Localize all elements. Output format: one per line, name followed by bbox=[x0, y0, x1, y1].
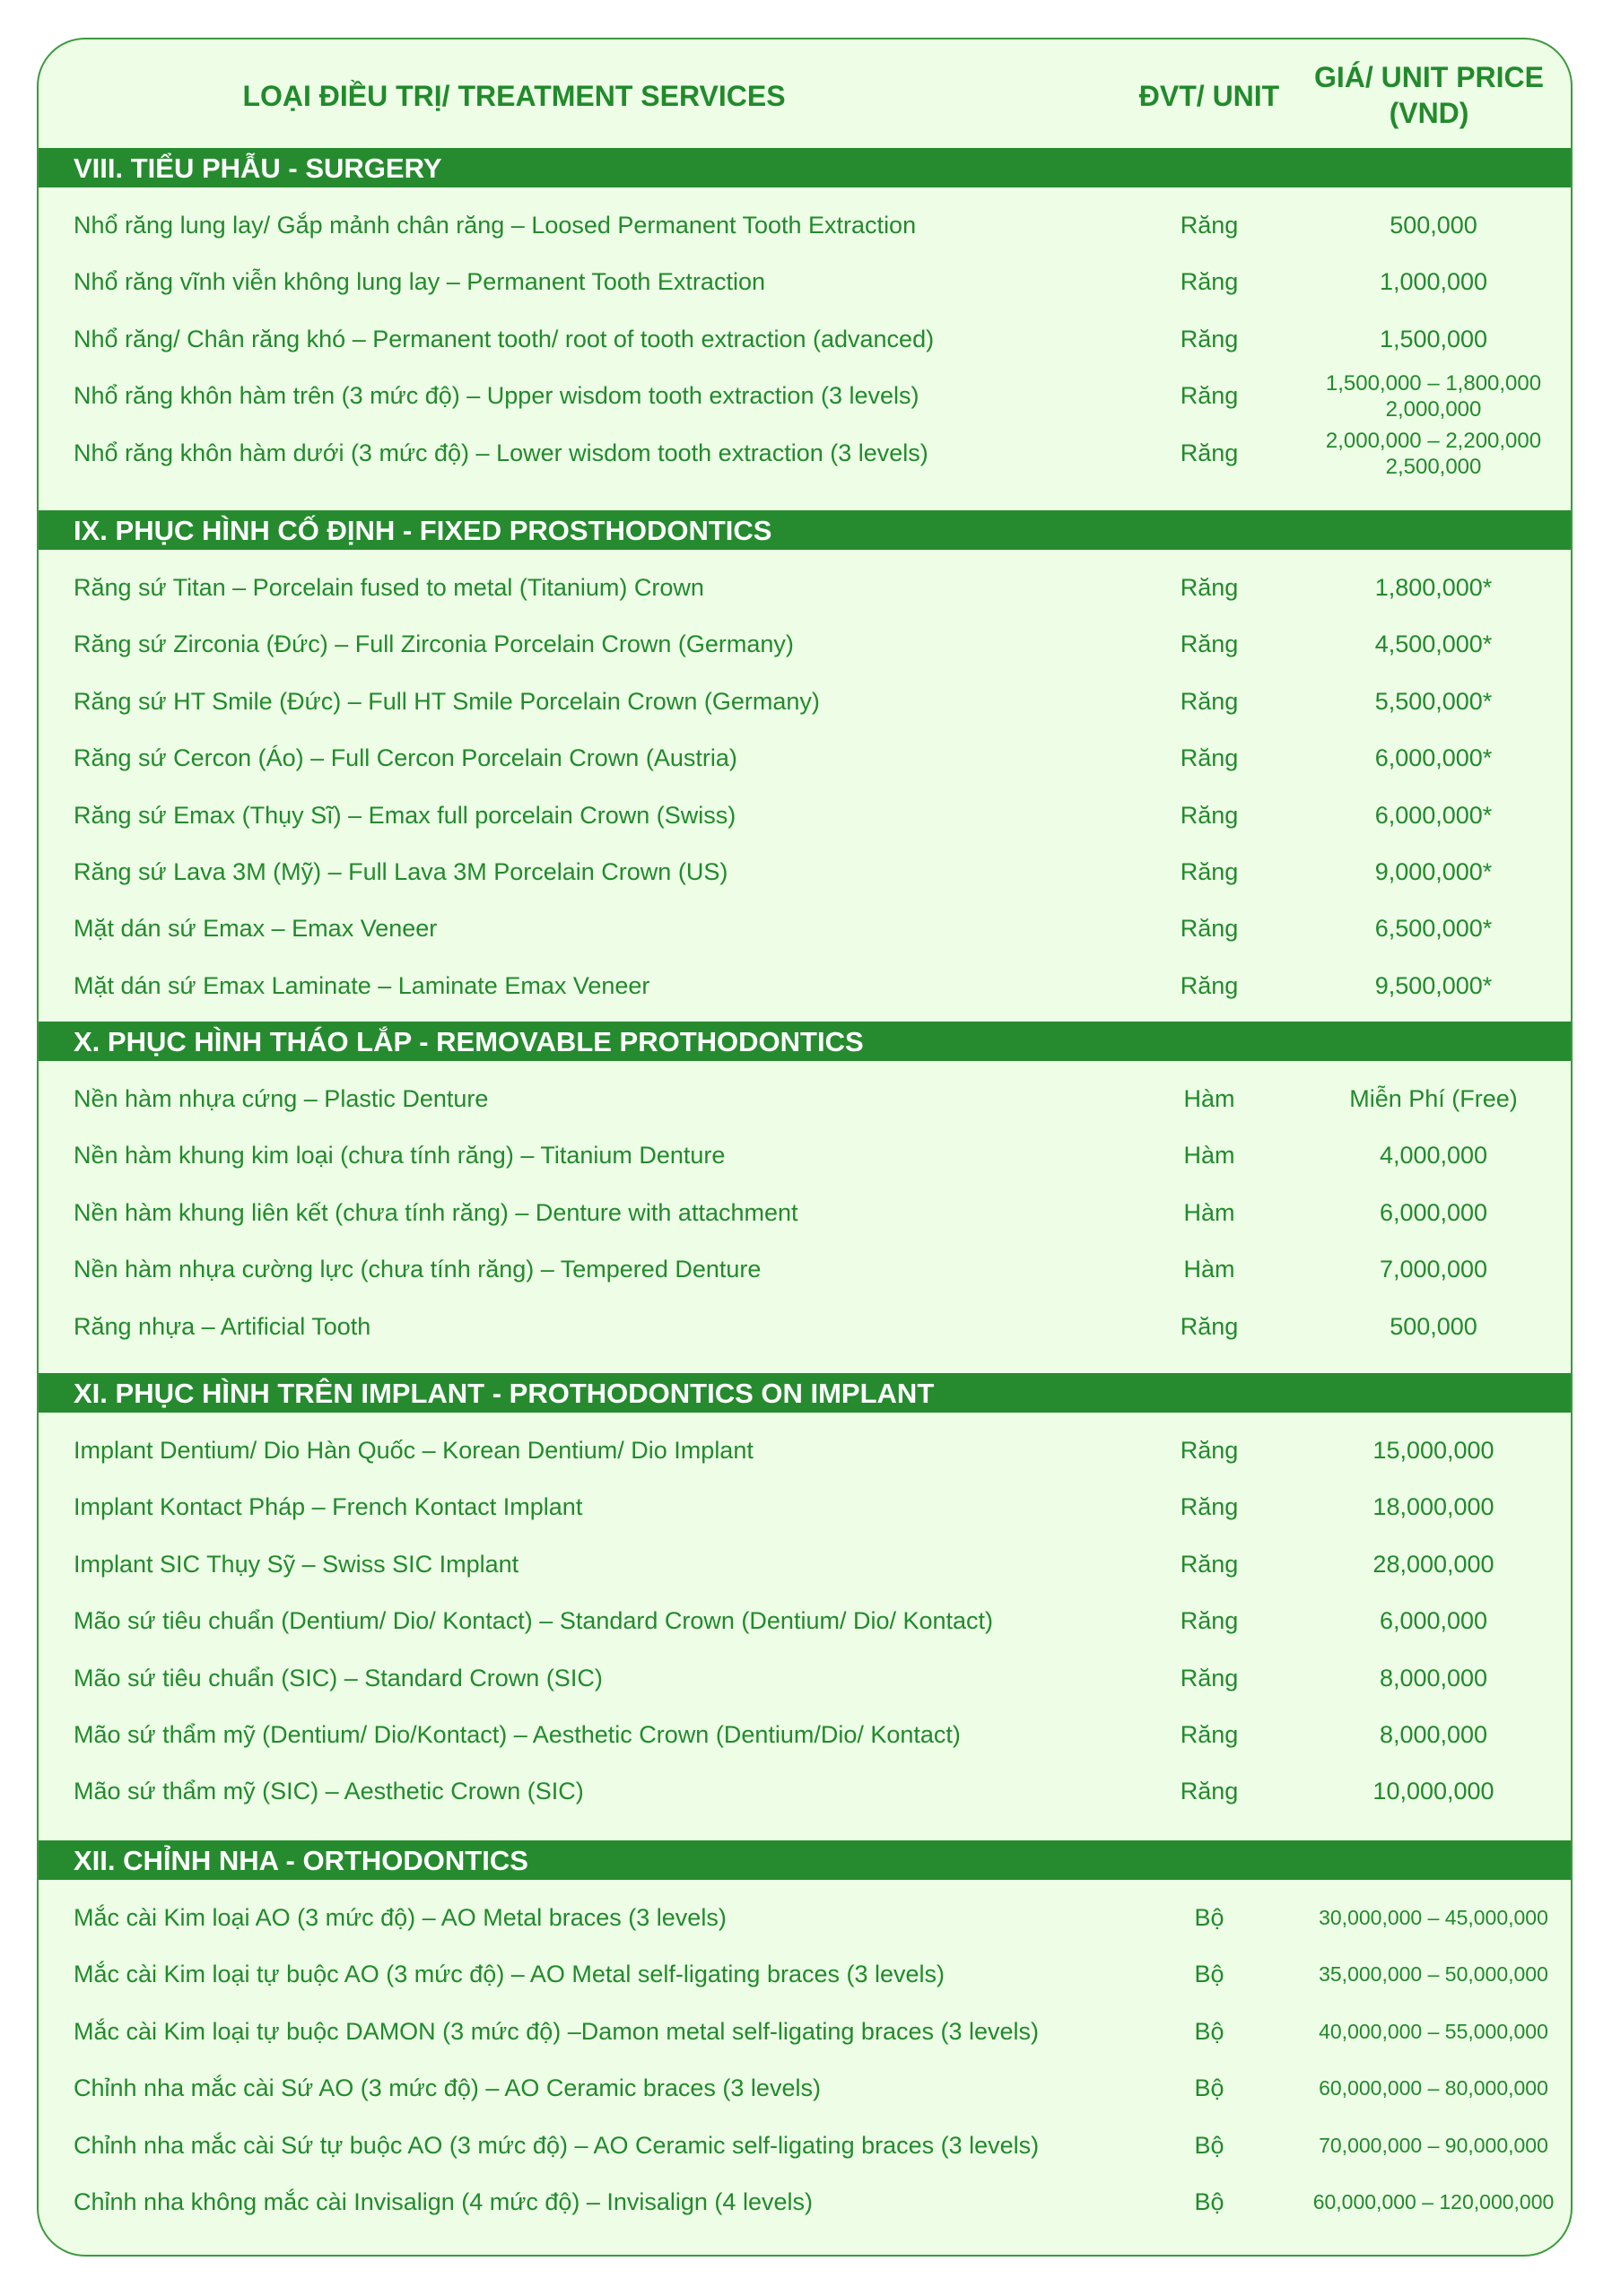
section bbox=[39, 1373, 1571, 1821]
service-unit: Hàm bbox=[1183, 1256, 1235, 1283]
service-description: Chỉnh nha mắc cài Sứ AO (3 mức độ) – AO Ceramic braces (3 levels) bbox=[74, 2074, 821, 2102]
service-unit: Bộ bbox=[1194, 2131, 1224, 2159]
service-unit: Răng bbox=[1180, 1437, 1239, 1464]
service-price: 40,000,000 – 55,000,000 bbox=[1319, 2019, 1548, 2043]
service-unit: Răng bbox=[1180, 857, 1239, 885]
service-description: Nhổ răng lung lay/ Gắp mảnh chân răng – Loosed Permanent Tooth Extraction bbox=[74, 212, 917, 239]
service-unit: Bộ bbox=[1194, 2187, 1224, 2215]
table-row bbox=[39, 197, 1571, 254]
service-price: 9,000,000* bbox=[1374, 857, 1493, 885]
service-description: Nền hàm khung liên kết (chưa tính răng) – Denture with attachment bbox=[74, 1198, 798, 1226]
section-title: X. PHỤC HÌNH THÁO LẮP - REMOVABLE PROTHODONTICS bbox=[39, 1022, 1571, 1061]
section-title: XII. CHỈNH NHA - ORTHODONTICS bbox=[39, 1840, 1571, 1880]
table-header bbox=[39, 39, 1571, 148]
table-row bbox=[39, 1185, 1571, 1241]
section-rows bbox=[39, 1413, 1571, 1821]
service-price: 30,000,000 – 45,000,000 bbox=[1319, 1906, 1548, 1929]
service-description: Răng sứ Zirconia (Đức) – Full Zirconia Porcelain Crown (Germany) bbox=[74, 631, 794, 658]
service-price: 5,500,000* bbox=[1374, 687, 1493, 715]
service-price: 4,500,000* bbox=[1374, 631, 1493, 658]
price-table-card bbox=[37, 38, 1573, 2257]
service-description: Răng sứ HT Smile (Đức) – Full HT Smile Porcelain Crown (Germany) bbox=[74, 687, 820, 715]
service-unit: Hàm bbox=[1183, 1198, 1235, 1226]
table-row bbox=[39, 1127, 1571, 1184]
service-description: Implant SIC Thụy Sỹ – Swiss SIC Implant bbox=[74, 1550, 519, 1578]
table-row bbox=[39, 425, 1571, 482]
table-row bbox=[39, 787, 1571, 844]
service-description: Mắc cài Kim loại AO (3 mức độ) – AO Metal braces (3 levels) bbox=[74, 1904, 727, 1931]
service-price: 500,000 bbox=[1390, 212, 1477, 239]
service-price: 1,500,000 – 1,800,000 2,000,000 bbox=[1325, 371, 1542, 422]
service-description: Nền hàm nhựa cứng – Plastic Denture bbox=[74, 1085, 489, 1112]
table-row bbox=[39, 616, 1571, 673]
table-row bbox=[39, 1946, 1571, 2003]
service-price: 18,000,000 bbox=[1372, 1493, 1494, 1521]
service-description: Nhổ răng khôn hàm dưới (3 mức độ) – Lower wisdom tooth extraction (3 levels) bbox=[74, 439, 928, 466]
service-description: Răng sứ Lava 3M (Mỹ) – Full Lava 3M Porcelain Crown (US) bbox=[74, 857, 728, 885]
table-row bbox=[39, 2174, 1571, 2231]
table-row bbox=[39, 254, 1571, 310]
service-unit: Răng bbox=[1180, 574, 1239, 601]
service-description: Nhổ răng vĩnh viễn không lung lay – Permanent Tooth Extraction bbox=[74, 268, 765, 296]
service-unit: Bộ bbox=[1194, 2017, 1224, 2045]
service-unit: Răng bbox=[1180, 212, 1239, 239]
service-description: Mão sứ tiêu chuẩn (SIC) – Standard Crown (SIC) bbox=[74, 1664, 603, 1692]
service-unit: Răng bbox=[1180, 915, 1239, 943]
service-unit: Răng bbox=[1180, 1720, 1239, 1748]
table-row bbox=[39, 844, 1571, 900]
section-rows bbox=[39, 1880, 1571, 2231]
service-price: 28,000,000 bbox=[1372, 1550, 1494, 1578]
table-row bbox=[39, 1707, 1571, 1763]
service-unit: Răng bbox=[1180, 439, 1239, 466]
service-unit: Bộ bbox=[1194, 2074, 1224, 2102]
table-row bbox=[39, 1071, 1571, 1127]
table-row bbox=[39, 311, 1571, 368]
service-price: 1,000,000 bbox=[1379, 268, 1488, 296]
service-description: Nền hàm khung kim loại (chưa tính răng) – Titanium Denture bbox=[74, 1142, 726, 1170]
service-description: Mắc cài Kim loại tự buộc DAMON (3 mức độ) –Damon metal self-ligating braces (3 levels) bbox=[74, 2017, 1040, 2045]
table-row bbox=[39, 958, 1571, 1014]
service-unit: Răng bbox=[1180, 268, 1239, 296]
section-rows bbox=[39, 550, 1571, 1014]
service-unit: Răng bbox=[1180, 1778, 1239, 1805]
service-price: 500,000 bbox=[1390, 1312, 1477, 1340]
table-row bbox=[39, 2060, 1571, 2117]
service-price: 60,000,000 – 80,000,000 bbox=[1319, 2076, 1548, 2100]
service-description: Nhổ răng khôn hàm trên (3 mức độ) – Upper wisdom tooth extraction (3 levels) bbox=[74, 382, 919, 410]
service-price: 8,000,000 bbox=[1379, 1720, 1488, 1748]
service-price: 8,000,000 bbox=[1379, 1664, 1488, 1692]
service-price: 9,500,000* bbox=[1374, 971, 1493, 999]
table-row bbox=[39, 1241, 1571, 1298]
service-price: 15,000,000 bbox=[1372, 1437, 1494, 1464]
section-title: IX. PHỤC HÌNH CỐ ĐỊNH - FIXED PROSTHODONTICS bbox=[39, 510, 1571, 550]
service-description: Mão sứ thẩm mỹ (SIC) – Aesthetic Crown (SIC) bbox=[74, 1778, 584, 1805]
service-description: Implant Dentium/ Dio Hàn Quốc – Korean Dentium/ Dio Implant bbox=[74, 1437, 754, 1464]
service-description: Chỉnh nha không mắc cài Invisalign (4 mức độ) – Invisalign (4 levels) bbox=[74, 2187, 813, 2215]
section bbox=[39, 510, 1571, 1014]
header-unit: ĐVT/ UNIT bbox=[1138, 80, 1280, 112]
section-rows bbox=[39, 187, 1571, 482]
service-description: Răng sứ Titan – Porcelain fused to metal (Titanium) Crown bbox=[74, 574, 704, 601]
header-services: LOẠI ĐIỀU TRỊ/ TREATMENT SERVICES bbox=[242, 80, 786, 112]
service-price: 10,000,000 bbox=[1372, 1778, 1494, 1805]
service-description: Nhổ răng/ Chân răng khó – Permanent tooth/ root of tooth extraction (advanced) bbox=[74, 325, 935, 352]
table-row bbox=[39, 2004, 1571, 2060]
table-row bbox=[39, 1299, 1571, 1355]
service-price: 7,000,000 bbox=[1379, 1256, 1488, 1283]
service-description: Chỉnh nha mắc cài Sứ tự buộc AO (3 mức độ) – AO Ceramic self-ligating braces (3 levels) bbox=[74, 2131, 1040, 2159]
service-description: Mão sứ tiêu chuẩn (Dentium/ Dio/ Kontact) – Standard Crown (Dentium/ Dio/ Kontact) bbox=[74, 1607, 994, 1635]
service-description: Mặt dán sứ Emax Laminate – Laminate Emax Veneer bbox=[74, 971, 650, 999]
service-unit: Răng bbox=[1180, 1550, 1239, 1578]
service-description: Implant Kontact Pháp – French Kontact Implant bbox=[74, 1493, 583, 1521]
service-description: Răng sứ Cercon (Áo) – Full Cercon Porcelain Crown (Austria) bbox=[74, 744, 737, 772]
service-price: 4,000,000 bbox=[1379, 1142, 1488, 1170]
section bbox=[39, 1022, 1571, 1355]
service-unit: Bộ bbox=[1194, 1904, 1224, 1931]
service-description: Răng sứ Emax (Thụy Sĩ) – Emax full porcelain Crown (Swiss) bbox=[74, 801, 736, 829]
table-row bbox=[39, 1536, 1571, 1593]
table-row bbox=[39, 900, 1571, 957]
service-price: 6,000,000 bbox=[1379, 1198, 1488, 1226]
service-price: Miễn Phí (Free) bbox=[1349, 1085, 1518, 1112]
section bbox=[39, 1840, 1571, 2231]
service-price: 1,800,000* bbox=[1374, 574, 1493, 601]
service-price: 70,000,000 – 90,000,000 bbox=[1319, 2133, 1548, 2157]
service-unit: Hàm bbox=[1183, 1142, 1235, 1170]
service-price: 60,000,000 – 120,000,000 bbox=[1312, 2189, 1555, 2213]
section-rows bbox=[39, 1061, 1571, 1355]
service-price: 6,000,000* bbox=[1374, 744, 1493, 772]
table-row bbox=[39, 1650, 1571, 1707]
service-description: Nền hàm nhựa cường lực (chưa tính răng) – Tempered Denture bbox=[74, 1256, 762, 1283]
table-row bbox=[39, 674, 1571, 730]
service-unit: Răng bbox=[1180, 382, 1239, 410]
table-row bbox=[39, 1890, 1571, 1946]
service-unit: Răng bbox=[1180, 971, 1239, 999]
service-unit: Bộ bbox=[1194, 1961, 1224, 1988]
service-price: 6,000,000* bbox=[1374, 801, 1493, 829]
service-price: 6,000,000 bbox=[1379, 1607, 1488, 1635]
header-price: GIÁ/ UNIT PRICE (VND) bbox=[1313, 61, 1544, 129]
table-row bbox=[39, 730, 1571, 787]
service-unit: Răng bbox=[1180, 325, 1239, 352]
service-unit: Răng bbox=[1180, 801, 1239, 829]
service-description: Mặt dán sứ Emax – Emax Veneer bbox=[74, 915, 438, 943]
table-row bbox=[39, 1593, 1571, 1649]
table-row bbox=[39, 1763, 1571, 1820]
service-unit: Răng bbox=[1180, 1493, 1239, 1521]
service-price: 35,000,000 – 50,000,000 bbox=[1319, 1962, 1548, 1987]
service-unit: Răng bbox=[1180, 1312, 1239, 1340]
service-unit: Răng bbox=[1180, 1664, 1239, 1692]
service-unit: Hàm bbox=[1183, 1085, 1235, 1112]
table-row bbox=[39, 2118, 1571, 2174]
service-price: 6,500,000* bbox=[1374, 915, 1493, 943]
section bbox=[39, 148, 1571, 482]
table-row bbox=[39, 1422, 1571, 1479]
service-description: Mão sứ thẩm mỹ (Dentium/ Dio/Kontact) – Aesthetic Crown (Dentium/Dio/ Kontact) bbox=[74, 1720, 961, 1748]
service-unit: Răng bbox=[1180, 744, 1239, 772]
service-description: Răng nhựa – Artificial Tooth bbox=[74, 1312, 371, 1340]
service-unit: Răng bbox=[1180, 1607, 1239, 1635]
section-title: XI. PHỤC HÌNH TRÊN IMPLANT - PROTHODONTICS ON IMPLANT bbox=[39, 1373, 1571, 1413]
service-unit: Răng bbox=[1180, 631, 1239, 658]
service-price: 2,000,000 – 2,200,000 2,500,000 bbox=[1325, 428, 1542, 479]
service-unit: Răng bbox=[1180, 687, 1239, 715]
table-row bbox=[39, 560, 1571, 616]
service-description: Mắc cài Kim loại tự buộc AO (3 mức độ) – AO Metal self-ligating braces (3 levels) bbox=[74, 1961, 945, 1988]
table-row bbox=[39, 1479, 1571, 1535]
table-row bbox=[39, 368, 1571, 424]
service-price: 1,500,000 bbox=[1379, 325, 1488, 352]
section-title: VIII. TIỂU PHẪU - SURGERY bbox=[39, 148, 1571, 187]
